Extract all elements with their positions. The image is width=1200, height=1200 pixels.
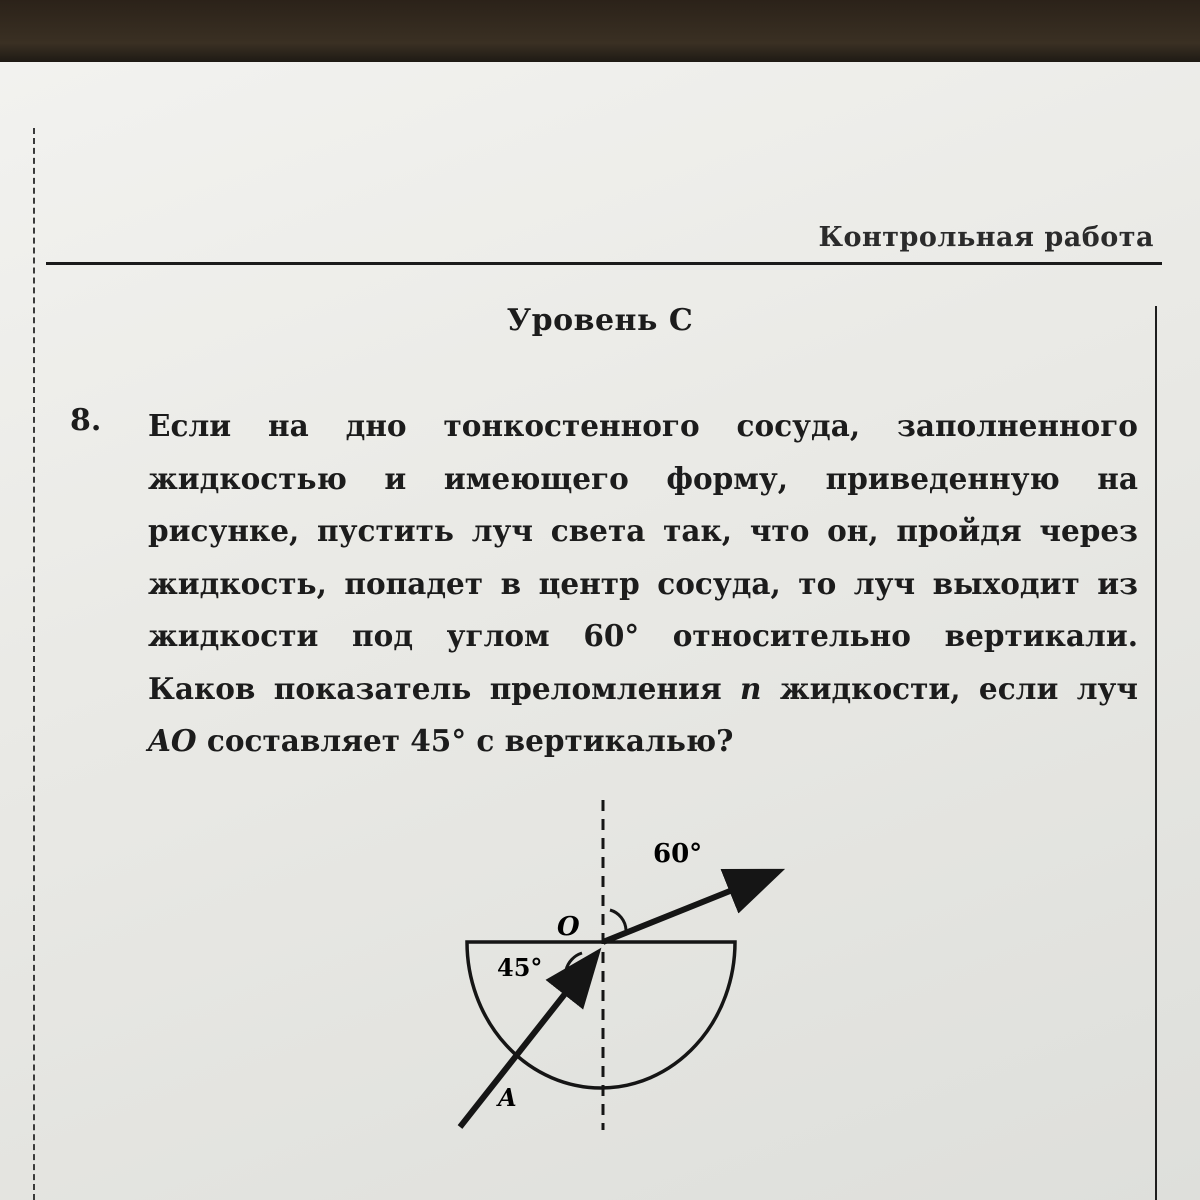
refracted-ray <box>603 889 735 942</box>
angle-arc-45 <box>566 953 582 970</box>
label-angle-45: 45° <box>497 953 543 982</box>
level-title: Уровень С <box>506 303 694 338</box>
variable-ao: AO <box>148 723 197 758</box>
angle-arc-60 <box>610 910 626 930</box>
variable-n: n <box>740 670 762 706</box>
label-center-o: O <box>557 912 580 942</box>
label-point-a: A <box>498 1083 517 1112</box>
problem-text-part: составляет 45° с вертикалью? <box>196 723 734 758</box>
running-head: Контрольная работа <box>818 222 1154 253</box>
label-angle-60: 60° <box>653 839 703 869</box>
problem-text-part: жидкости, если луч <box>761 670 1138 706</box>
problem-number: 8. <box>70 403 102 438</box>
problem-text-part: Если на дно тонкостенного сосуда, заполненного жидкостью и имеющего форму, приведенную на рисунке, пустить луч света так, что он, пройдя через жидкость, попадет в центр сосуда, то луч выходит из жидкости под углом 60° относительно вертикали. Каков показатель преломления <box>148 408 1138 706</box>
